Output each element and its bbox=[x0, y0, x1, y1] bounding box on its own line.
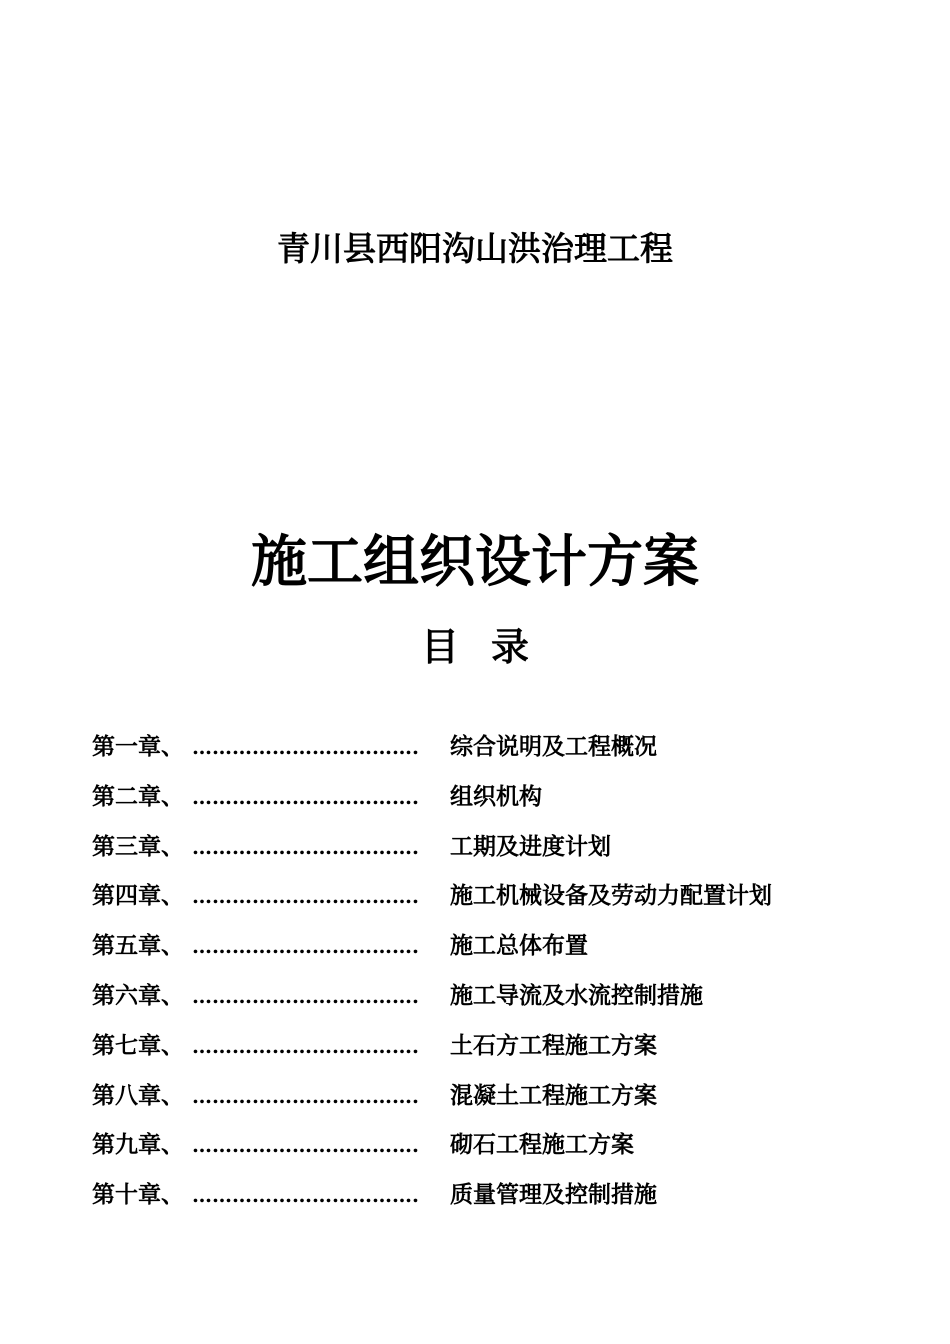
toc-dot-leader: ……………………………. bbox=[192, 1033, 419, 1058]
toc-chapter-title: 施工导流及水流控制措施 bbox=[450, 981, 703, 1009]
toc-entry-chapter-4[interactable] bbox=[92, 877, 912, 927]
toc-entry-chapter-8[interactable] bbox=[92, 1077, 912, 1127]
toc-dot-leader: ……………………………. bbox=[192, 884, 419, 909]
toc-chapter-number: 第八章、 bbox=[92, 1081, 184, 1109]
toc-chapter-title: 施工机械设备及劳动力配置计划 bbox=[450, 882, 772, 910]
toc-chapter-title: 混凝土工程施工方案 bbox=[450, 1081, 657, 1109]
toc-chapter-title: 土石方工程施工方案 bbox=[450, 1031, 657, 1059]
document-title: 施工组织设计方案 bbox=[251, 529, 699, 595]
toc-heading-char-2: 录 bbox=[491, 624, 530, 669]
toc-dot-leader: ……………………………. bbox=[192, 735, 419, 759]
toc-dot-leader: ……………………………. bbox=[192, 934, 419, 959]
toc-chapter-number: 第三章、 bbox=[92, 832, 184, 860]
toc-chapter-number: 第六章、 bbox=[92, 981, 184, 1009]
toc-chapter-number: 第二章、 bbox=[92, 782, 184, 810]
toc-chapter-title: 质量管理及控制措施 bbox=[450, 1181, 657, 1209]
toc-dot-leader: ……………………………. bbox=[192, 983, 419, 1008]
toc-chapter-number: 第九章、 bbox=[92, 1131, 184, 1159]
toc-heading-char-1: 目 bbox=[420, 624, 459, 669]
toc-entry-chapter-2[interactable] bbox=[92, 778, 912, 828]
toc-chapter-number: 第四章、 bbox=[92, 882, 184, 910]
toc-heading bbox=[0, 622, 950, 672]
toc-entry-chapter-9[interactable] bbox=[92, 1126, 912, 1176]
toc-chapter-title: 综合说明及工程概况 bbox=[450, 733, 657, 760]
toc-dot-leader: ……………………………. bbox=[192, 834, 419, 859]
toc-dot-leader: ……………………………. bbox=[192, 1083, 419, 1108]
toc-chapter-title: 组织机构 bbox=[450, 782, 542, 810]
toc-entry-chapter-1[interactable] bbox=[92, 728, 912, 778]
table-of-contents bbox=[92, 728, 912, 1226]
toc-chapter-number: 第一章、 bbox=[92, 733, 184, 760]
toc-entry-chapter-6[interactable] bbox=[92, 977, 912, 1027]
toc-entry-chapter-10[interactable] bbox=[92, 1176, 912, 1226]
toc-entry-chapter-5[interactable] bbox=[92, 927, 912, 977]
toc-entry-chapter-7[interactable] bbox=[92, 1027, 912, 1077]
project-title: 青川县西阳沟山洪治理工程 bbox=[277, 229, 673, 268]
toc-chapter-title: 施工总体布置 bbox=[450, 932, 588, 960]
toc-chapter-number: 第五章、 bbox=[92, 932, 184, 960]
toc-chapter-number: 第十章、 bbox=[92, 1181, 184, 1209]
toc-entry-chapter-3[interactable] bbox=[92, 828, 912, 878]
toc-chapter-title: 砌石工程施工方案 bbox=[450, 1131, 634, 1159]
toc-chapter-title: 工期及进度计划 bbox=[450, 832, 611, 860]
toc-chapter-number: 第七章、 bbox=[92, 1031, 184, 1059]
toc-dot-leader: ……………………………. bbox=[192, 1133, 419, 1158]
toc-dot-leader: ……………………………. bbox=[192, 1183, 419, 1208]
toc-dot-leader: ……………………………. bbox=[192, 784, 419, 809]
